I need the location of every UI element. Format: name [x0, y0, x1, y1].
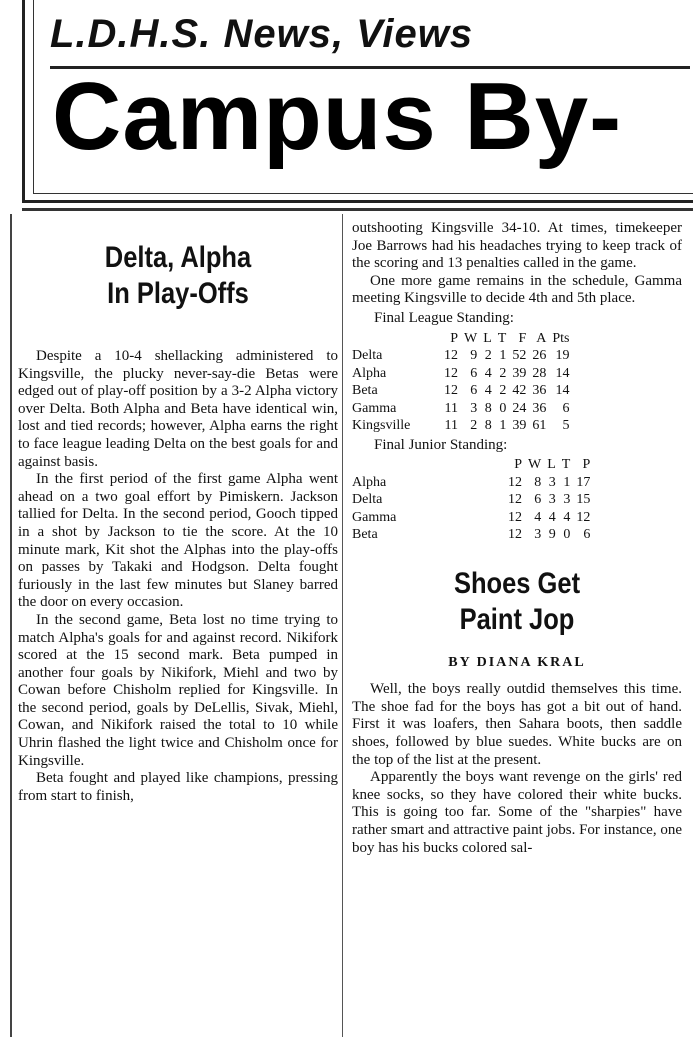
table-cell: 2	[470, 418, 478, 434]
column-header: W	[464, 330, 478, 346]
team-name: Gamma	[352, 400, 397, 416]
table-row	[352, 491, 593, 509]
banner-title: Campus By-	[52, 63, 623, 170]
headline-shoes-line2: Paint Jop	[459, 602, 575, 636]
table-cell: 8	[484, 418, 492, 434]
team-name: Beta	[352, 527, 378, 543]
table-cell: 11	[444, 418, 458, 434]
table-cell: 12	[508, 474, 522, 490]
column-header: Pts	[552, 330, 570, 346]
table-cell: 39	[512, 418, 527, 434]
masthead-bottom-rule	[22, 208, 693, 211]
story-paragraph: Apparently the boys want revenge on the girls' red knee socks, so they have colored their white bucks. This is going too far. Some of the "sharpies" have rather smart and attractive paint jobs. For instance, one boy has his bucks colored sal-	[352, 769, 682, 856]
table-cell: 19	[555, 348, 570, 364]
table-cell: 3	[470, 400, 478, 416]
headline-playoffs-line1: Delta, Alpha	[104, 241, 252, 274]
table-cell: 3	[563, 492, 571, 508]
table-cell: 36	[532, 400, 547, 416]
table-cell: 2	[499, 365, 507, 381]
table-cell: 12	[576, 509, 591, 525]
table-row	[352, 365, 572, 383]
table-row	[352, 509, 593, 527]
table-cell: 6	[534, 492, 542, 508]
story-paragraph: Despite a 10-4 shellacking administered to Kingsville, the plucky never-say-die Betas were edged out of play-off position by a 3-2 Alpha victory over Delta. Both Alpha and Beta have identical win, lost and tied records; however, Alpha earns the right to face league leading Delta on the best goals for and against basis.	[18, 348, 338, 470]
table-cell: 26	[532, 348, 547, 364]
headline-playoffs-line2: In Play-Offs	[107, 277, 249, 310]
table-row	[352, 400, 572, 418]
junior-standings-table	[352, 456, 593, 544]
table-cell: 14	[555, 365, 570, 381]
table-cell: 11	[444, 400, 458, 416]
table-cell: 3	[548, 474, 556, 490]
team-name: Delta	[352, 348, 383, 364]
table-cell: 6	[470, 365, 478, 381]
table-cell: 1	[499, 348, 507, 364]
team-name: Alpha	[352, 474, 387, 490]
column-header: T	[561, 457, 571, 473]
left-column	[18, 220, 338, 805]
table-cell: 39	[512, 365, 527, 381]
headline-shoes-line1: Shoes Get	[453, 566, 581, 600]
story-paragraph: outshooting Kingsville 34-10. At times, timekeeper Joe Barrows had his headaches trying to keep track of the scoring and 13 penalties called in the game.	[352, 220, 682, 272]
league-table-title: Final League Standing:	[374, 309, 514, 326]
table-cell: 3	[534, 527, 542, 543]
table-cell: 3	[548, 492, 556, 508]
table-row	[352, 417, 572, 435]
table-cell: 6	[562, 400, 570, 416]
column-header: A	[536, 330, 547, 346]
table-cell: 52	[512, 348, 527, 364]
column-header: L	[547, 457, 556, 473]
table-header-row	[352, 456, 593, 474]
column-divider	[342, 214, 343, 1037]
table-row	[352, 526, 593, 544]
table-cell: 0	[499, 400, 507, 416]
story-paragraph: In the first period of the first game Alpha went ahead on a two goal effort by Pimiskern. Jackson tallied for Delta. In the second period, Gooch tipped in a shot by Jackson to tie the score. At the 10 minute mark, Kit shot the Alphas into the play-offs on passes by Takaki and Hodgson. Delta fought furiously in the last few minutes but Slaney barred the door on every occasion.	[18, 471, 338, 611]
table-cell: 4	[534, 509, 542, 525]
table-cell: 6	[583, 527, 591, 543]
story-paragraph: One more game remains in the schedule, Gamma meeting Kingsville to decide 4th and 5th place.	[352, 272, 682, 307]
table-cell: 61	[532, 418, 547, 434]
table-row	[352, 474, 593, 492]
table-cell: 2	[484, 348, 492, 364]
column-header: L	[483, 330, 492, 346]
team-name: Alpha	[352, 365, 387, 381]
table-cell: 15	[576, 492, 591, 508]
right-column	[352, 220, 682, 857]
table-cell: 28	[532, 365, 547, 381]
section-kicker: L.D.H.S. News, Views	[50, 12, 474, 56]
story-paragraph: Beta fought and played like champions, pressing from start to finish,	[18, 770, 338, 804]
column-header: T	[497, 330, 507, 346]
table-header-row	[352, 330, 572, 348]
table-cell: 5	[562, 418, 570, 434]
team-name: Kingsville	[352, 418, 411, 434]
table-cell: 8	[534, 474, 542, 490]
table-cell: 6	[470, 383, 478, 399]
table-cell: 9	[548, 527, 556, 543]
table-cell: 12	[444, 383, 458, 399]
page-edge-rule	[10, 214, 12, 1037]
table-cell: 12	[508, 527, 522, 543]
table-cell: 4	[484, 383, 492, 399]
story-paragraph: Well, the boys really outdid themselves this time. The shoe fad for the boys has got a bit out of hand. First it was loafers, then Sahara boots, then saddle shoes, followed by blue suedes. White bucks are on the top of the list at the present.	[352, 681, 682, 768]
table-cell: 8	[484, 400, 492, 416]
table-cell: 1	[563, 474, 571, 490]
column-header: F	[518, 330, 527, 346]
junior-table-title: Final Junior Standing:	[374, 436, 508, 453]
league-standings-table	[352, 330, 572, 435]
table-cell: 36	[532, 383, 547, 399]
table-cell: 4	[563, 509, 571, 525]
story-paragraph: In the second game, Beta lost no time trying to match Alpha's goals for and against record. Nikifork scored at the 15 second mark. Beta pumped in another four goals by Nikifork, Miehl and two by Cowan before Chisholm replied for Kingsville. In the second period, goals by DeLellis, Sivak, Miehl, Cowan, and Nikifork raised the total to 10 while Uhrin flashed the light twice and Chisholm once for Kingsville.	[18, 611, 338, 769]
table-cell: 17	[576, 474, 591, 490]
table-cell: 1	[499, 418, 507, 434]
column-header: W	[528, 457, 542, 473]
table-cell: 12	[508, 492, 522, 508]
table-cell: 42	[512, 383, 527, 399]
table-cell: 12	[444, 348, 458, 364]
table-cell: 12	[444, 365, 458, 381]
column-header: P	[450, 330, 458, 346]
table-cell: 0	[563, 527, 571, 543]
table-cell: 14	[555, 383, 570, 399]
column-header: P	[514, 457, 522, 473]
table-cell: 2	[499, 383, 507, 399]
table-row	[352, 382, 572, 400]
table-cell: 9	[470, 348, 478, 364]
team-name: Gamma	[352, 509, 397, 525]
team-name: Delta	[352, 492, 383, 508]
byline: BY DIANA KRAL	[448, 654, 586, 670]
table-cell: 4	[484, 365, 492, 381]
table-cell: 24	[512, 400, 527, 416]
table-row	[352, 347, 572, 365]
table-cell: 12	[508, 509, 522, 525]
column-header: P	[582, 457, 591, 473]
table-cell: 4	[548, 509, 556, 525]
team-name: Beta	[352, 383, 378, 399]
